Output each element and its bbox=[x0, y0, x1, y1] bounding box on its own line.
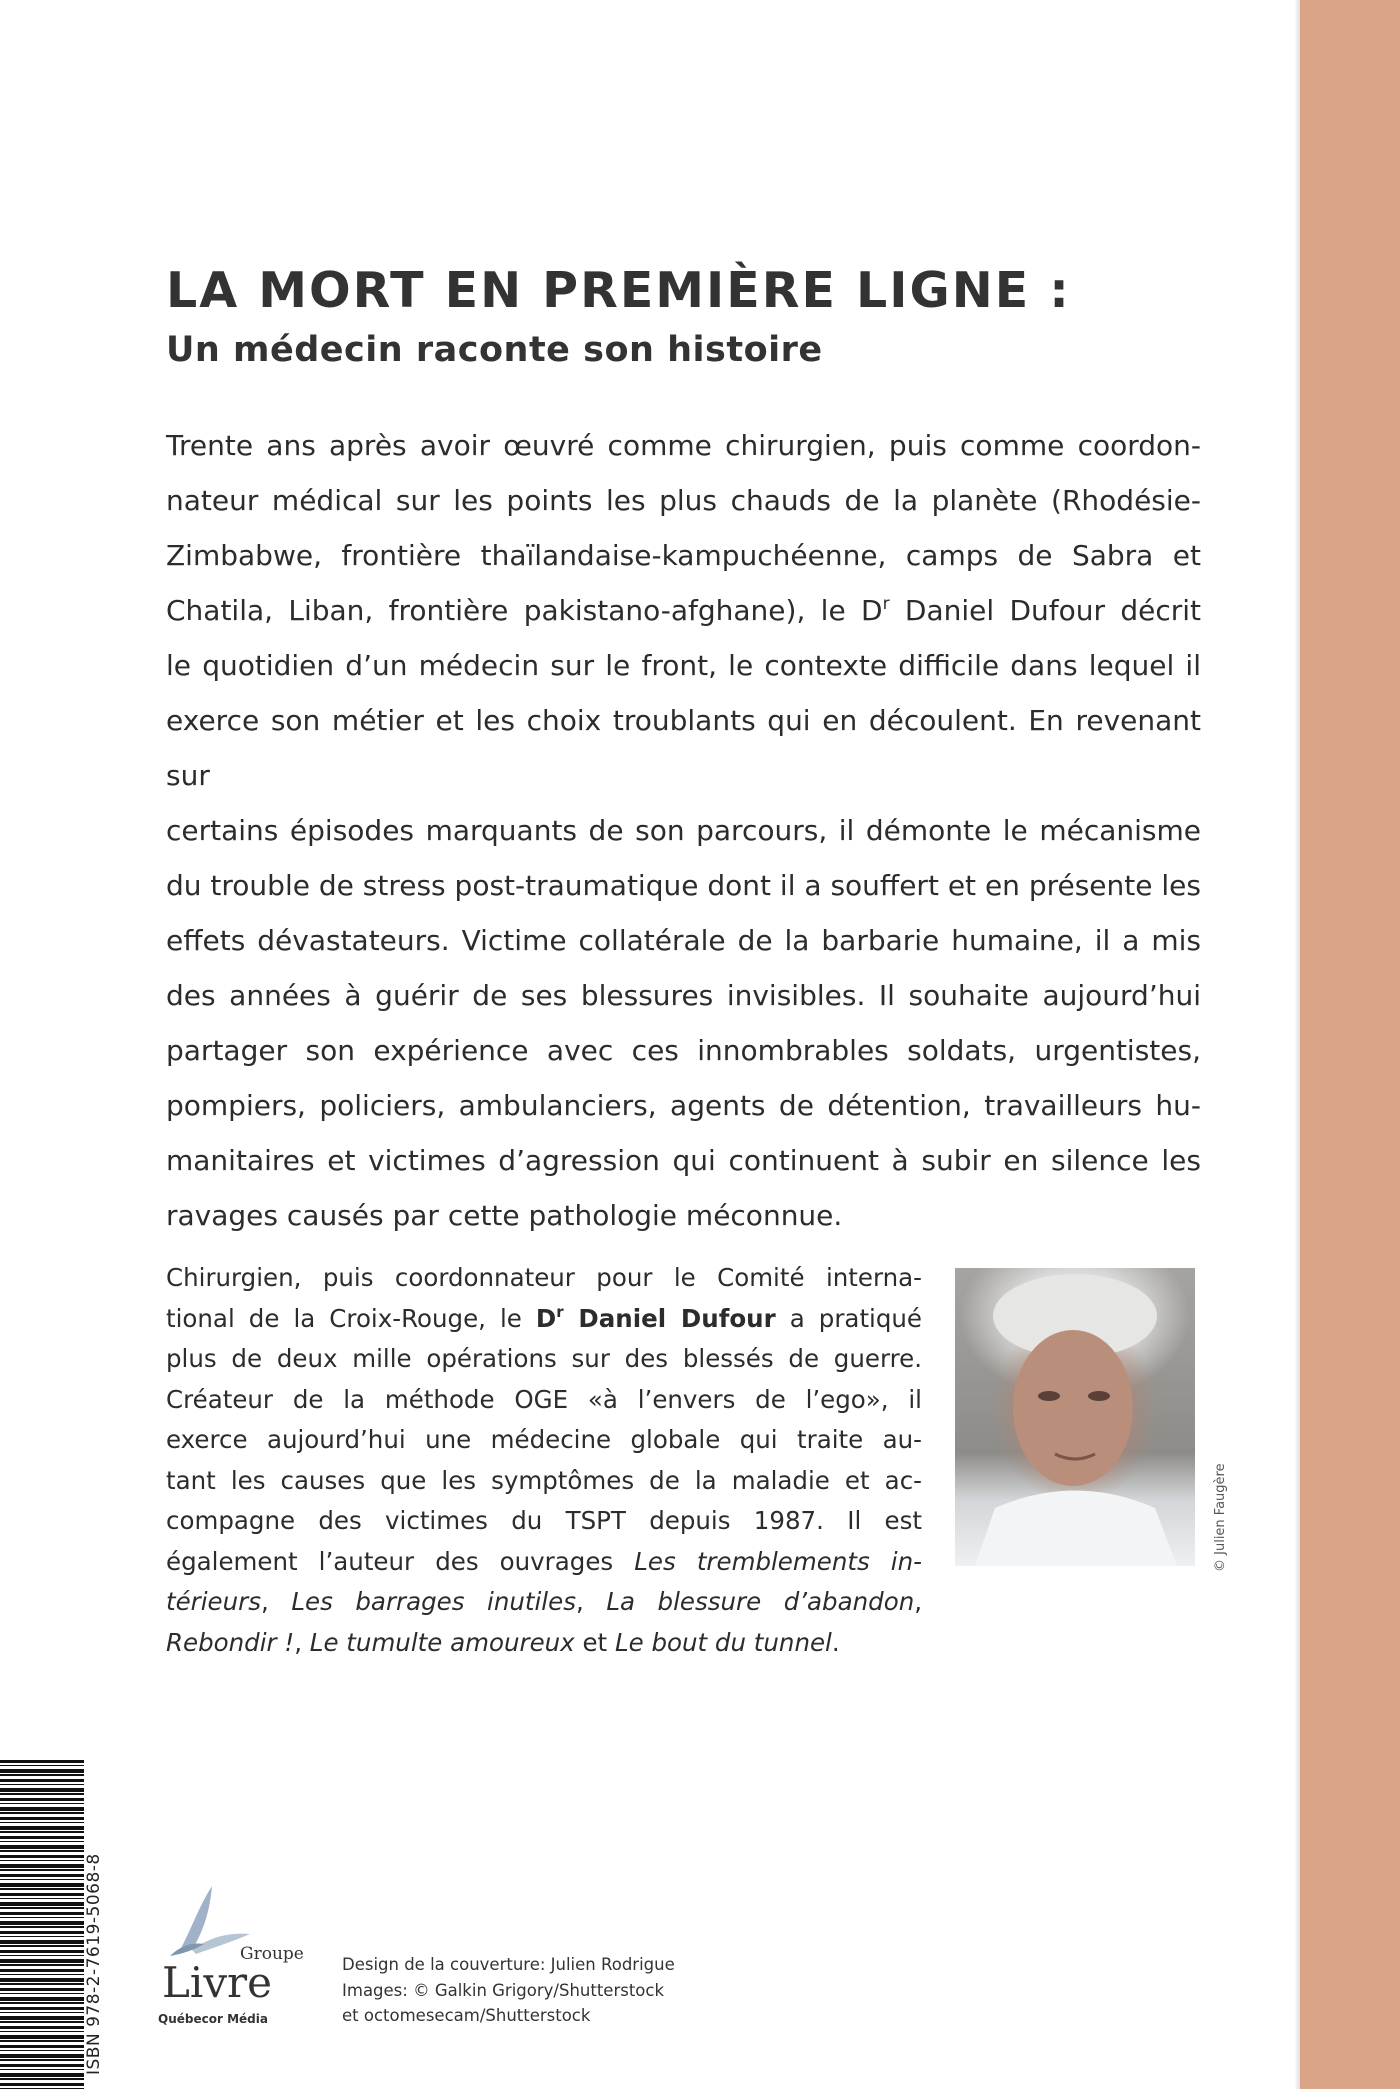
image-credit: Images: © Galkin Grigory/Shutterstock bbox=[342, 1980, 665, 2000]
bio-text: , bbox=[294, 1627, 310, 1657]
logo-groupe: Groupe bbox=[240, 1944, 304, 1964]
design-credit: Design de la couverture: Julien Rodrigue bbox=[342, 1955, 675, 1974]
synopsis-line: exerce son métier et les choix troublants qui en découlent. En revenant sur bbox=[166, 704, 1201, 792]
eye-shape bbox=[1088, 1391, 1110, 1401]
logo-media: Québecor Média bbox=[158, 2012, 268, 2026]
synopsis-line bbox=[166, 583, 1201, 638]
synopsis-text: Daniel Dufour décrit bbox=[889, 594, 1201, 627]
synopsis-line: Zimbabwe, frontière thaïlandaise-kampuchéenne, camps de Sabra et bbox=[166, 539, 1201, 572]
face-shape bbox=[1013, 1330, 1133, 1486]
synopsis-text: Chatila, Liban, frontière pakistano-afghane), le D bbox=[166, 594, 883, 627]
synopsis-line: partager son expérience avec ces innombrables soldats, urgentistes, bbox=[166, 1034, 1201, 1067]
book-title: LA MORT EN PREMIÈRE LIGNE : bbox=[166, 262, 1071, 319]
shirt-shape bbox=[975, 1491, 1177, 1567]
author-name bbox=[536, 1304, 776, 1333]
bio-line: Créateur de la méthode OGE «à l’envers de l’ego», il bbox=[166, 1384, 922, 1414]
bio-line: tant les causes que les symptômes de la maladie et ac- bbox=[166, 1465, 922, 1495]
logo-livre: Livre bbox=[162, 1958, 272, 2007]
bio-text: tional de la Croix-Rouge, le bbox=[166, 1303, 536, 1333]
synopsis-line: manitaires et victimes d’agression qui continuent à subir en silence les bbox=[166, 1144, 1201, 1177]
bio-text: également l’auteur des ouvrages bbox=[166, 1546, 635, 1576]
synopsis-line: du trouble de stress post-traumatique dont il a souffert et en présente les bbox=[166, 869, 1201, 902]
author-bio bbox=[166, 1258, 922, 1663]
bio-text: , bbox=[914, 1587, 923, 1616]
photo-credit: © Julien Faugère bbox=[1213, 1463, 1228, 1572]
cover-credits bbox=[342, 1952, 675, 2029]
author-name-part: Daniel Dufour bbox=[563, 1303, 776, 1333]
bio-text: , bbox=[575, 1587, 607, 1616]
eye-shape bbox=[1038, 1391, 1060, 1401]
bio-line bbox=[166, 1582, 922, 1623]
book-reference: Les barrages inutiles bbox=[291, 1587, 576, 1616]
book-subtitle: Un médecin raconte son histoire bbox=[166, 330, 823, 370]
wing-shape bbox=[180, 1886, 212, 1950]
author-photo bbox=[955, 1268, 1195, 1566]
bio-line bbox=[166, 1542, 922, 1583]
synopsis-line: le quotidien d’un médecin sur le front, le contexte difficile dans lequel il bbox=[166, 649, 1201, 682]
synopsis-line: certains épisodes marquants de son parcours, il démonte le mécanisme bbox=[166, 814, 1201, 847]
bio-line bbox=[166, 1623, 922, 1664]
author-name-part: D bbox=[535, 1303, 557, 1333]
synopsis-line: des années à guérir de ses blessures invisibles. Il souhaite aujourd’hui bbox=[166, 979, 1201, 1012]
superscript: r bbox=[882, 594, 890, 614]
bio-line: plus de deux mille opérations sur des blessés de guerre. bbox=[166, 1344, 922, 1373]
book-spine bbox=[1300, 0, 1400, 2089]
barcode bbox=[0, 1760, 84, 2090]
bio-line: exerce aujourd’hui une médecine globale qui traite au- bbox=[166, 1425, 922, 1454]
bio-line bbox=[166, 1299, 922, 1340]
book-reference: La blessure d’abandon bbox=[606, 1587, 915, 1616]
image-credit-continued: et octomesecam/Shutterstock bbox=[342, 2006, 591, 2025]
synopsis-line: nateur médical sur les points les plus chauds de la planète (Rhodésie- bbox=[166, 484, 1201, 517]
bio-text: et bbox=[574, 1627, 615, 1657]
book-reference: Le bout du tunnel bbox=[614, 1627, 832, 1657]
author-portrait bbox=[955, 1268, 1195, 1566]
synopsis bbox=[166, 418, 1201, 1243]
book-reference: Rebondir ! bbox=[166, 1627, 295, 1657]
publisher-logo bbox=[140, 1880, 304, 2030]
bio-line: Chirurgien, puis coordonnateur pour le Comité interna- bbox=[166, 1263, 922, 1292]
synopsis-line: Trente ans après avoir œuvré comme chirurgien, puis comme coordon- bbox=[166, 429, 1201, 462]
bio-line: compagne des victimes du TSPT depuis 1987. Il est bbox=[166, 1506, 922, 1535]
isbn-number: ISBN 978-2-7619-5068-8 bbox=[84, 1853, 104, 2075]
book-reference: Les tremblements in- bbox=[634, 1546, 922, 1576]
synopsis-line: pompiers, policiers, ambulanciers, agents de détention, travailleurs hu- bbox=[166, 1089, 1201, 1122]
bio-text: , bbox=[261, 1587, 292, 1616]
superscript: r bbox=[556, 1302, 564, 1321]
synopsis-line: effets dévastateurs. Victime collatérale de la barbarie humaine, il a mis bbox=[166, 924, 1201, 957]
synopsis-line: ravages causés par cette pathologie méconnue. bbox=[166, 1199, 843, 1232]
book-reference: térieurs bbox=[166, 1587, 261, 1616]
bio-text: a pratiqué bbox=[775, 1303, 923, 1333]
bio-text: . bbox=[831, 1627, 840, 1657]
book-reference: Le tumulte amoureux bbox=[309, 1627, 575, 1657]
